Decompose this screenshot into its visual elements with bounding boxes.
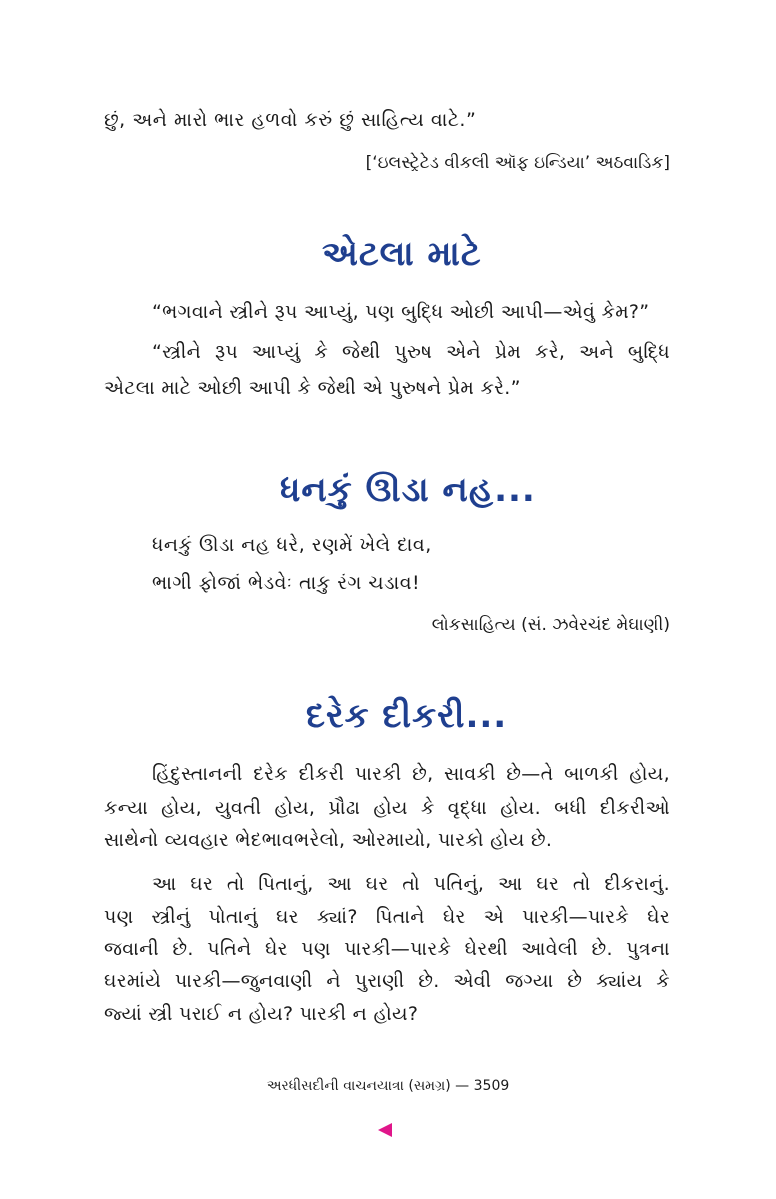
section-title-darek-dikri: દરેક દીકરી... [306, 696, 508, 736]
paragraph-2-line-4: ઘરમાંયે પારકી—જુનવાણી ને પુરાણી છે. એવી જગ્યા છે ક્યાંય કે [104, 970, 670, 992]
paragraph-1-line-3: સાથેનો વ્યવહાર ભેદભાવભરેલો, ઓરમાયો, પારકો હોય છે. [104, 829, 553, 851]
triangle-left-icon[interactable] [378, 1123, 392, 1137]
poem-line-1: ધનકું ઊડા નહ ધરે, રણમેં ખેલે દાવ, [152, 534, 432, 556]
section-title-dhanku-uda: ધનકું ઊડા નહ... [280, 470, 536, 510]
poem-line-2: ભાગી ફોજાં ભેડવેઃ તાકુ રંગ ચડાવ! [152, 572, 421, 594]
answer-line-1: “સ્ત્રીને રૂપ આપ્યું કે જેથી પુરુષ એને પ્રેમ કરે, અને બુદ્ધિ [152, 341, 670, 363]
paragraph-1-line-2: કન્યા હોય, યુવતી હોય, પ્રૌઢા હોય કે વૃદ્ધા હોય. બધી દીકરીઓ [104, 797, 670, 819]
answer-line-2: એટલા માટે ઓછી આપી કે જેથી એ પુરુષને પ્રેમ કરે.” [104, 377, 521, 399]
paragraph-2-line-3: જવાની છે. પતિને ઘેર પણ પારકી—પારકે ઘેરથી આવેલી છે. પુત્રના [104, 938, 670, 960]
question-line: “ભગવાને સ્ત્રીને રૂપ આપ્યું, પણ બુદ્ધિ ઓછી આપી—એવું કેમ?” [152, 301, 650, 323]
paragraph-2-line-5: જ્યાં સ્ત્રી પરાઈ ન હોય? પારકી ન હોય? [104, 1003, 419, 1025]
poem-source: લોકસાહિત્ય (સં. ઝવેરચંદ મેઘાણી) [431, 615, 670, 635]
continuation-line: છું, અને મારો ભાર હળવો કરું છું સાહિત્ય વાટે.” [104, 109, 477, 131]
page-footer: અરધીસદીની વાચનયાત્રા (સમગ્ર) — 3509 [266, 1078, 510, 1094]
paragraph-2-line-2: પણ સ્ત્રીનું પોતાનું ઘર ક્યાં? પિતાને ઘેર એ પારકી—પારકે ઘેર [104, 906, 670, 928]
source-citation: [‘ઇલસ્ટ્રેટેડ વીકલી ઑફ ઇન્ડિયા’ અઠવાડિક] [365, 153, 670, 173]
paragraph-1-line-1: હિંદુસ્તાનની દરેક દીકરી પારકી છે, સાવકી છે—તે બાળકી હોય, [152, 763, 670, 785]
section-title-etla-mate: એટલા માટે [322, 234, 482, 274]
paragraph-2-line-1: આ ઘર તો પિતાનું, આ ઘર તો પતિનું, આ ઘર તો દીકરાનું. [152, 873, 670, 895]
